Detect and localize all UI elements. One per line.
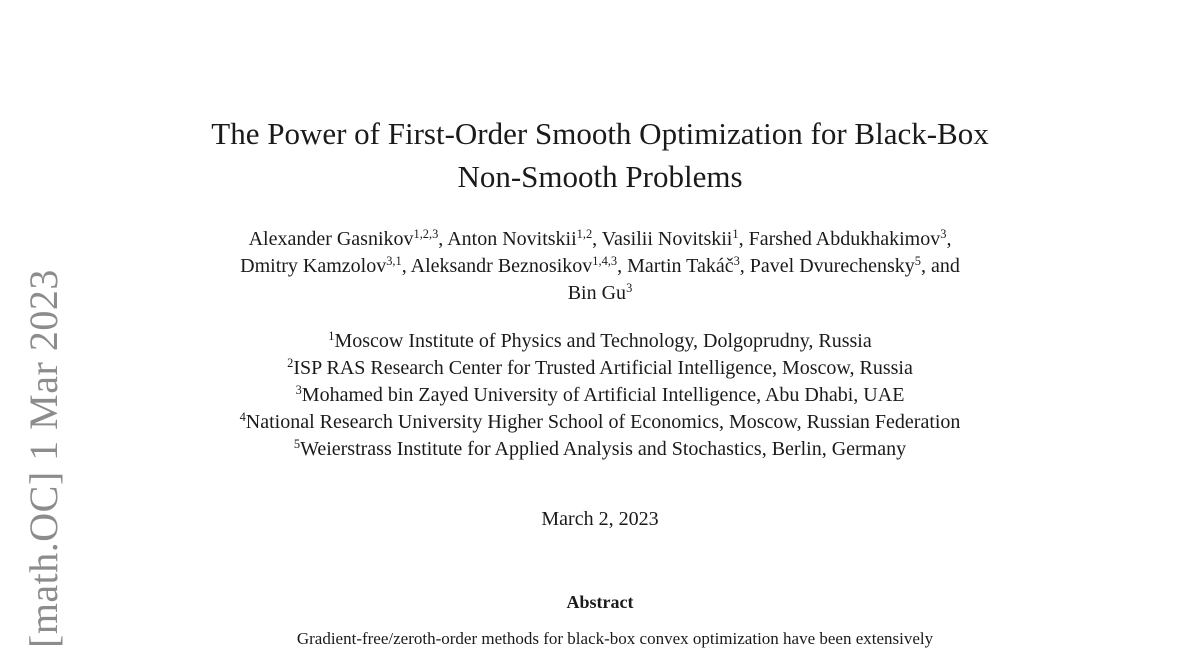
- affiliation-item: [100, 328, 1100, 355]
- author-separator: ,: [920, 255, 926, 277]
- title-line-2: Non-Smooth Problems: [457, 159, 743, 194]
- author-affil-mark: 3,1: [386, 254, 402, 269]
- author-separator: ,: [592, 228, 598, 250]
- author-name: Martin Takáč: [627, 255, 734, 277]
- affiliation-number: 4: [239, 410, 246, 425]
- author-line-2: [140, 253, 1060, 280]
- author-affil-mark: 1,2: [576, 227, 593, 242]
- author-name: Pavel Dvurechensky: [749, 255, 915, 277]
- affiliation-text: Weierstrass Institute for Applied Analysis and Stochastics, Berlin, Germany: [300, 438, 907, 460]
- author-separator: ,: [438, 228, 444, 250]
- abstract-heading: Abstract: [566, 592, 634, 612]
- affiliation-item: [100, 436, 1100, 463]
- affiliation-item: [100, 409, 1100, 436]
- affiliation-number: 5: [293, 437, 301, 452]
- arxiv-side-stamp: [math.OC] 1 Mar 2023: [21, 269, 66, 648]
- author-name: Alexander Gasnikov: [248, 228, 414, 250]
- author-affil-mark: 3: [940, 227, 947, 242]
- affiliation-text: National Research University Higher School of Economics, Moscow, Russian Federation: [245, 411, 961, 433]
- author-list: [140, 226, 1060, 307]
- affiliation-number: 3: [295, 383, 302, 398]
- paper-date: March 2, 2023: [541, 508, 659, 530]
- author-separator: ,: [739, 255, 745, 277]
- affiliation-text: Mohamed bin Zayed University of Artificial Intelligence, Abu Dhabi, UAE: [301, 384, 905, 406]
- author-affil-mark: 3: [626, 281, 633, 296]
- author-affil-mark: 3: [733, 254, 740, 269]
- author-affil-mark: 1,4,3: [592, 254, 618, 269]
- author-and: and: [930, 255, 960, 277]
- affiliation-list: [100, 328, 1100, 463]
- author-separator: ,: [617, 255, 623, 277]
- paper-title: [150, 112, 1050, 198]
- author-name: Anton Novitskii: [447, 228, 577, 250]
- affiliation-number: 2: [287, 356, 294, 371]
- affiliation-text: ISP RAS Research Center for Trusted Artificial Intelligence, Moscow, Russia: [293, 357, 913, 379]
- abstract-text: Gradient-free/zeroth-order methods for black-box convex optimization have been extensively: [296, 629, 934, 648]
- author-affil-mark: 1,2,3: [413, 227, 439, 242]
- affiliation-number: 1: [328, 329, 335, 344]
- author-affil-mark: 1: [732, 227, 739, 242]
- author-separator: ,: [738, 228, 744, 250]
- author-line-3: [140, 280, 1060, 307]
- author-affil-mark: 5: [914, 254, 921, 269]
- affiliation-text: Moscow Institute of Physics and Technology, Dolgoprudny, Russia: [334, 330, 872, 352]
- affiliation-item: [100, 355, 1100, 382]
- title-line-1: The Power of First-Order Smooth Optimization for Black-Box: [211, 116, 989, 151]
- author-name: Bin Gu: [567, 282, 627, 304]
- author-line-1: [140, 226, 1060, 253]
- author-separator: ,: [401, 255, 407, 277]
- author-separator: ,: [946, 228, 952, 250]
- author-name: Farshed Abdukhakimov: [748, 228, 941, 250]
- author-name: Vasilii Novitskii: [601, 228, 733, 250]
- author-name: Dmitry Kamzolov: [240, 255, 387, 277]
- affiliation-item: [100, 382, 1100, 409]
- author-name: Aleksandr Beznosikov: [410, 255, 593, 277]
